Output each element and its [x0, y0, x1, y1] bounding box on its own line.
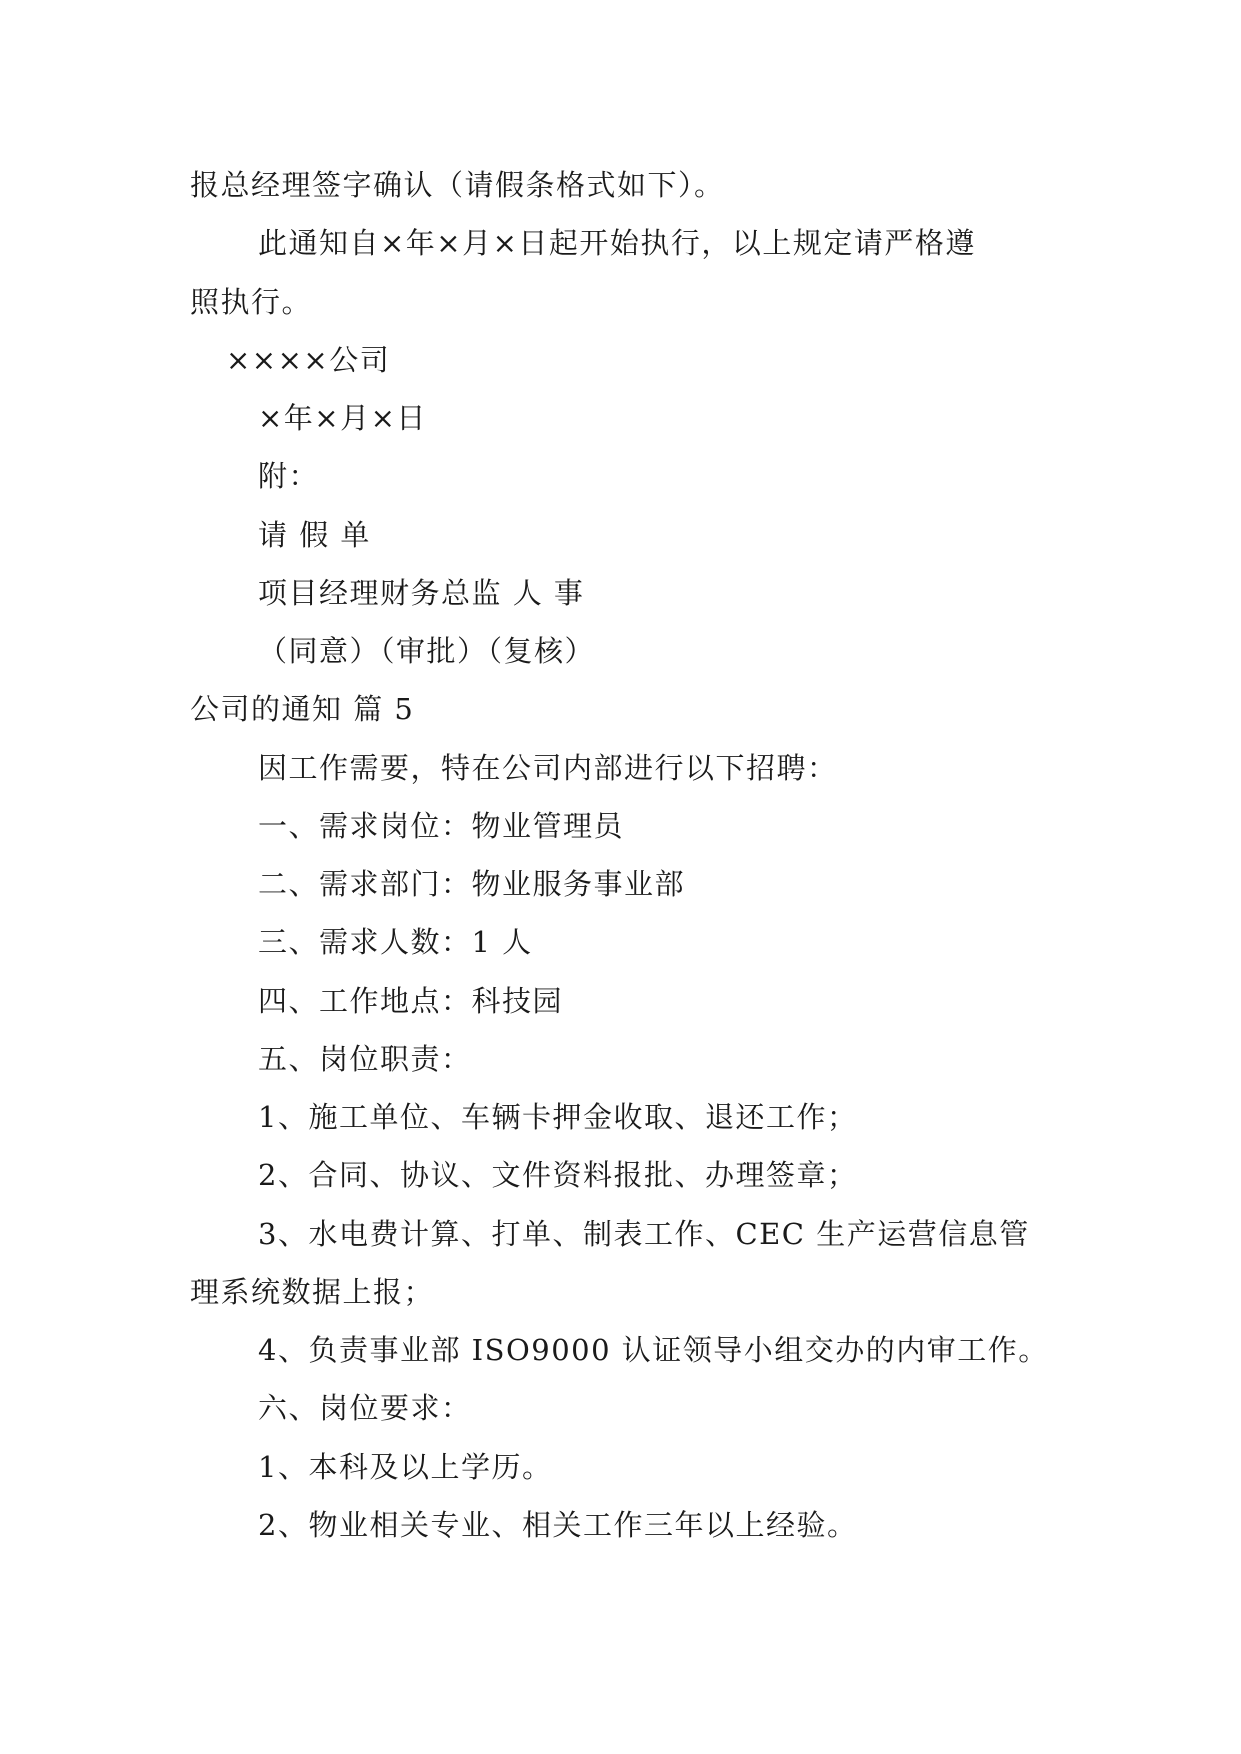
- leave-form-roles: 项目经理财务总监 人 事: [258, 576, 585, 610]
- leave-form-actions: （同意）（审批）（复核）: [258, 634, 596, 668]
- list-item: 三、需求人数：1 人: [258, 925, 533, 959]
- list-item: 一、需求岗位：物业管理员: [258, 809, 625, 843]
- list-item: 2、物业相关专业、相关工作三年以上经验。: [258, 1508, 858, 1542]
- company-signature: ××××公司: [226, 343, 391, 377]
- list-item: 六、岗位要求：: [258, 1391, 472, 1425]
- attachment-label: 附：: [258, 459, 320, 493]
- section-heading: 公司的通知 篇 5: [190, 692, 415, 726]
- list-item: 四、工作地点：科技园: [258, 984, 564, 1018]
- text-line: 照执行。: [190, 285, 313, 319]
- text-line: 报总经理签字确认（请假条格式如下）。: [190, 168, 725, 202]
- text-line: 因工作需要，特在公司内部进行以下招聘：: [258, 751, 838, 785]
- text-line: 理系统数据上报；: [190, 1275, 435, 1309]
- list-item: 1、本科及以上学历。: [258, 1450, 553, 1484]
- text-line: 此通知自×年×月×日起开始执行，以上规定请严格遵: [258, 226, 976, 260]
- list-item: 2、合同、协议、文件资料报批、办理签章；: [258, 1158, 858, 1192]
- list-item: 五、岗位职责：: [258, 1042, 472, 1076]
- signature-date: ×年×月×日: [258, 401, 427, 435]
- list-item: 二、需求部门：物业服务事业部: [258, 867, 686, 901]
- list-item: 1、施工单位、车辆卡押金收取、退还工作；: [258, 1100, 858, 1134]
- leave-form-title: 请 假 单: [258, 518, 371, 552]
- list-item: 4、负责事业部 ISO9000 认证领导小组交办的内审工作。: [258, 1333, 1049, 1367]
- list-item: 3、水电费计算、打单、制表工作、CEC 生产运营信息管: [258, 1217, 1030, 1251]
